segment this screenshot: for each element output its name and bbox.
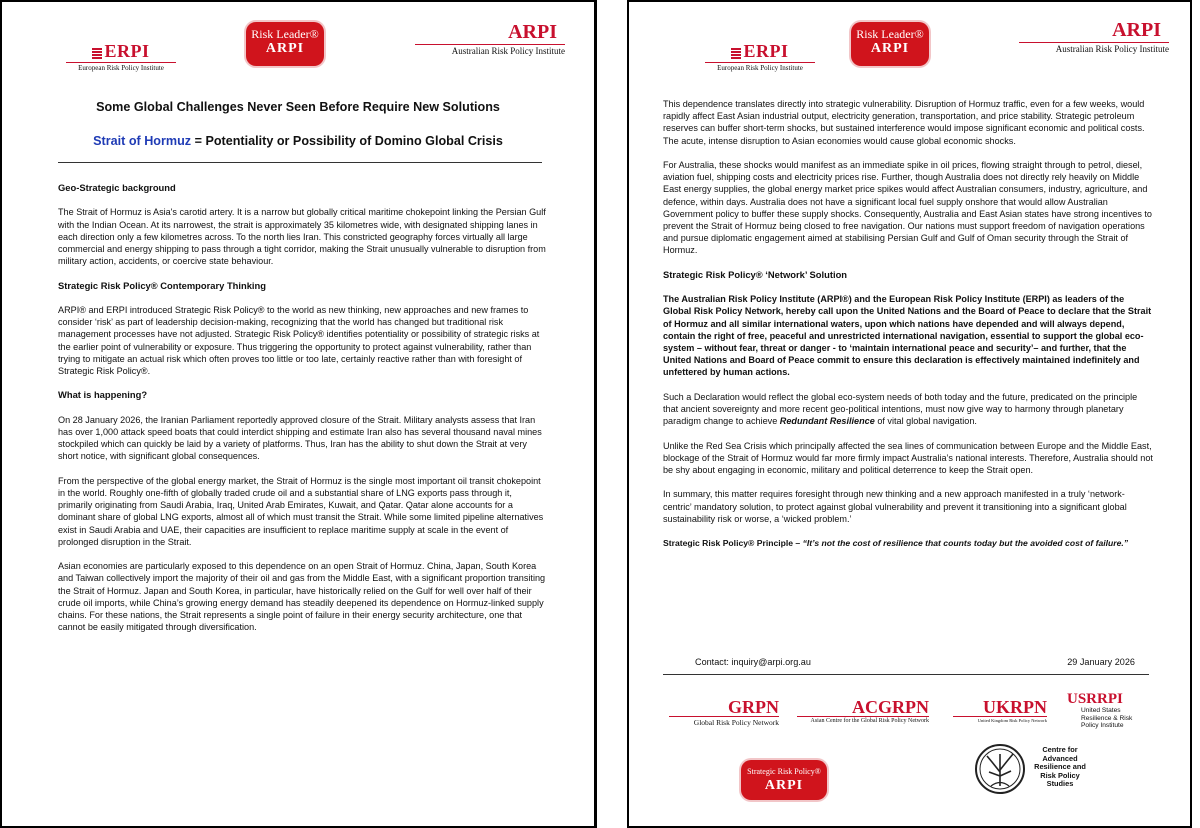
reflect-text-b: of vital global navigation. xyxy=(874,416,977,427)
ukrpn-subtitle: United Kingdom Risk Policy Network xyxy=(953,716,1047,723)
risk-leader-top: Risk Leader® xyxy=(856,27,924,41)
ukrpn-name: UKRPN xyxy=(983,697,1047,717)
document-page-2 xyxy=(627,0,1192,828)
erpi-logo-name: ERPI xyxy=(743,41,789,61)
risk-leader-bottom: ARPI xyxy=(870,41,910,56)
erpi-logo-name: ERPI xyxy=(104,41,150,61)
arpi-logo-subtitle: Australian Risk Policy Institute xyxy=(1019,42,1169,54)
risk-leader-top: Risk Leader® xyxy=(251,27,319,41)
principle-line xyxy=(663,537,1153,549)
vulnerability-paragraph: This dependence translates directly into strategic vulnerability. Disruption of Hormuz traffic, even for a few weeks, would rapidly affect East Asian industrial output, electricity generation, transportation, and price stability. Strategic petroleum reserves can buffer short-term shocks, but sustained interference would impose significant economic and political costs. The acute, intense disruption to Asian economies would cause global economic shocks. xyxy=(663,99,1145,146)
document-page-1 xyxy=(0,0,597,828)
redundant-resilience-emphasis: Redundant Resilience xyxy=(779,416,875,427)
erpi-logo xyxy=(705,42,815,72)
grpn-name: GRPN xyxy=(728,697,779,717)
cares-label: Centre for Advanced Resilience and Risk Policy Studies xyxy=(1034,745,1086,789)
acgrpn-name: ACGRPN xyxy=(852,697,929,717)
arpi-logo xyxy=(415,22,565,56)
grpn-logo xyxy=(669,698,779,727)
section-title: Strategic Risk Policy® Contemporary Thinking xyxy=(58,279,266,291)
red-sea-paragraph: Unlike the Red Sea Crisis which principally affected the sea lines of communication between Europe and the Middle East, blockage of the Strait of Hormuz would far more firmly impact Australia’s national interests. Therefore, Australia should not be shy about engaging in economic, military and political deterrence to keep the Strait open. xyxy=(663,440,1153,476)
contact-line xyxy=(695,656,1135,668)
australia-paragraph: For Australia, these shocks would manifest as an immediate spike in oil prices, flowing straight through to petrol, diesel, aviation fuel, shipping costs and electricity prices rise. Further, though Australia does not directly rely heavily on Middle East energy supplies, the global energy market price spikes would affect Australian consumers, industry, agriculture, and defence, within days. Australia does not have a significant local fuel supply onshore that would allow Australian Government policy to buffer these supply shocks. Consequently, Australia and East Asian states have strong incentives to prevent the Strait of Hormuz being closed to free navigation. Our nations must support freedom of navigation operations and pursue diplomatic engagement aimed at stabilising Persian Gulf and Gulf of Oman security through the Strait of Hormuz. xyxy=(663,160,1152,256)
asia-paragraph: Asian economies are particularly exposed to this dependence on an open Strait of Hormuz. China, Japan, South Korea and Taiwan collectively import the majority of their oil and gas from the Middle East, with a significant proportion transiting the Strait of Hormuz. Japan and South Korea, in particular, have historically relied on the Gulf for well over half of their crude oil imports, while China’s growing energy demand has steadily deepened its dependence on Hormuz-linked supply chains. For these nations, the Strait represents a single point of failure in their energy security architecture, one that cannot be easily mitigated through diversification. xyxy=(58,561,546,633)
usrrpi-name: USRRPI xyxy=(1067,691,1123,707)
page2-body xyxy=(663,98,1153,562)
principle-quote: “It’s not the cost of resilience that counts today but the avoided cost of failure.” xyxy=(802,538,1129,549)
grpn-subtitle: Global Risk Policy Network xyxy=(669,716,779,727)
section-body: On 28 January 2026, the Iranian Parliament reportedly approved closure of the Strait. Military analysts assess that Iran has over 1,000 attack speed boats that could interdict shipping and estimate Iran also has several thousand naval mines stockpiled which can quickly be laid by a variety of platforms. Thus, Iran has the ability to shut down the Strait at very short notice, with significant global consequences. xyxy=(58,414,542,462)
ukrpn-logo xyxy=(953,698,1047,723)
page-title: Some Global Challenges Never Seen Before Require New Solutions xyxy=(96,100,500,114)
contact-email: Contact: inquiry@arpi.org.au xyxy=(695,657,811,667)
summary-paragraph: In summary, this matter requires foresight through new thinking and a new approach manifested in a truly ‘network-centric’ mandatory solution, to protect against global vulnerability and prevent it transitioning into a significant global sustainability risk or worse, a ‘wicked problem.’ xyxy=(663,489,1127,524)
subtitle-highlight: Strait of Hormuz xyxy=(93,134,192,148)
footer-divider xyxy=(663,674,1149,675)
erpi-logo-subtitle: European Risk Policy Institute xyxy=(705,62,815,72)
page-gap xyxy=(597,0,627,828)
usrrpi-logo xyxy=(1067,692,1157,730)
acgrpn-subtitle: Asian Centre for the Global Risk Policy Network xyxy=(797,716,929,724)
risk-leader-logo xyxy=(851,22,929,66)
subtitle-rest: = Potentiality or Possibility of Domino Global Crisis xyxy=(191,134,503,148)
tree-emblem-icon xyxy=(975,744,1025,794)
srp-bottom: ARPI xyxy=(764,778,804,793)
arpi-logo-name: ARPI xyxy=(1112,19,1161,41)
section-title: What is happening? xyxy=(58,389,148,401)
reflect-text-a: Such a Declaration would reflect the global eco-system needs of both today and the future, predicated on the principle that ancient sovereignty and more recent geo-political intentions, must now give way to harmony through planetary paradigm change to achieve xyxy=(663,391,1138,427)
page-subtitle xyxy=(2,134,594,148)
risk-leader-logo xyxy=(246,22,324,66)
document-date: 29 January 2026 xyxy=(1067,657,1135,667)
energy-paragraph: From the perspective of the global energy market, the Strait of Hormuz is the single most important oil transit chokepoint in the world. Roughly one-fifth of globally traded crude oil and a substantial share of LNG exports pass through it, primarily originating from Saudi Arabia, Iraq, United Arab Emirates, Kuwait, and Qatar. Qatar alone accounts for a dominant share of global LNG exports, almost all of which must transit the Strait. While some limited pipeline alternatives exist in Saudi Arabia and UAE, their capacities are insufficient to replace maritime supply at scale in the event of prolonged disruption in the Strait. xyxy=(58,475,544,547)
erpi-logo-subtitle: European Risk Policy Institute xyxy=(66,62,176,72)
srp-top: Strategic Risk Policy® xyxy=(747,767,821,776)
usrrpi-subtitle: United States Resilience & Risk Policy Institute xyxy=(1081,707,1133,729)
reflect-paragraph xyxy=(663,391,1153,428)
page1-body xyxy=(58,182,546,646)
network-solution-title: Strategic Risk Policy® ‘Network’ Solution xyxy=(663,268,848,280)
erpi-logo xyxy=(66,42,176,72)
section-title: Geo-Strategic background xyxy=(58,182,176,193)
title-divider xyxy=(58,162,542,163)
arpi-logo xyxy=(1019,20,1169,54)
arpi-logo-name: ARPI xyxy=(508,21,557,43)
srp-arpi-logo xyxy=(741,760,827,800)
risk-leader-bottom: ARPI xyxy=(265,41,305,56)
declaration-paragraph: The Australian Risk Policy Institute (ARPI®) and the European Risk Policy Institute (ERPI) as leaders of the Global Risk Policy Network, hereby call upon the United Nations and the Board of Peace to declare that the Strait of Hormuz and all similar international waters, upon which nations have depended and will always depend, contain the right of free, peaceful and unrestricted international navigation, essential to support the global eco-system – without fear, threat or danger - to ‘maintain international peace and security’– and further, that the United Nations and Board of Peace commit to ensure this declaration is effectively maintained indefinitely and unfettered by human actions. xyxy=(663,294,1152,378)
acgrpn-logo xyxy=(797,698,929,724)
erpi-bars-icon xyxy=(92,47,102,59)
arpi-logo-subtitle: Australian Risk Policy Institute xyxy=(415,44,565,56)
section-body: The Strait of Hormuz is Asia's carotid artery. It is a narrow but globally critical maritime chokepoint linking the Persian Gulf with the Indian Ocean. At its narrowest, the strait is approximately 35 kilometres wide, with designated shipping lanes in each direction only a few kilometres across. To the north lies Iran. This constricted geography forces virtually all large commercial and energy shipping to pass through a tight corridor, making the Strait unusually vulnerable to disruption from military action, accidents, or coercive state behaviour. xyxy=(58,207,546,267)
principle-label: Strategic Risk Policy® Principle – xyxy=(663,538,803,549)
section-body: ARPI® and ERPI introduced Strategic Risk Policy® to the world as new thinking, new approaches and new frames to consider ‘risk’ as part of leadership decision-making, recognizing that the world has changed but traditional risk management processes have not adjusted. Strategic Risk Policy® identifies potentiality or possibility of strategic risks at the earlier point of vulnerability or exposure. Thus triggering the opportunity to protect against vulnerability, rather than trying to mitigate an actual risk which often proves too little or too late, certainly reactive rather than with foresight of Strategic Risk Policy®. xyxy=(58,304,540,376)
erpi-bars-icon xyxy=(731,47,741,59)
